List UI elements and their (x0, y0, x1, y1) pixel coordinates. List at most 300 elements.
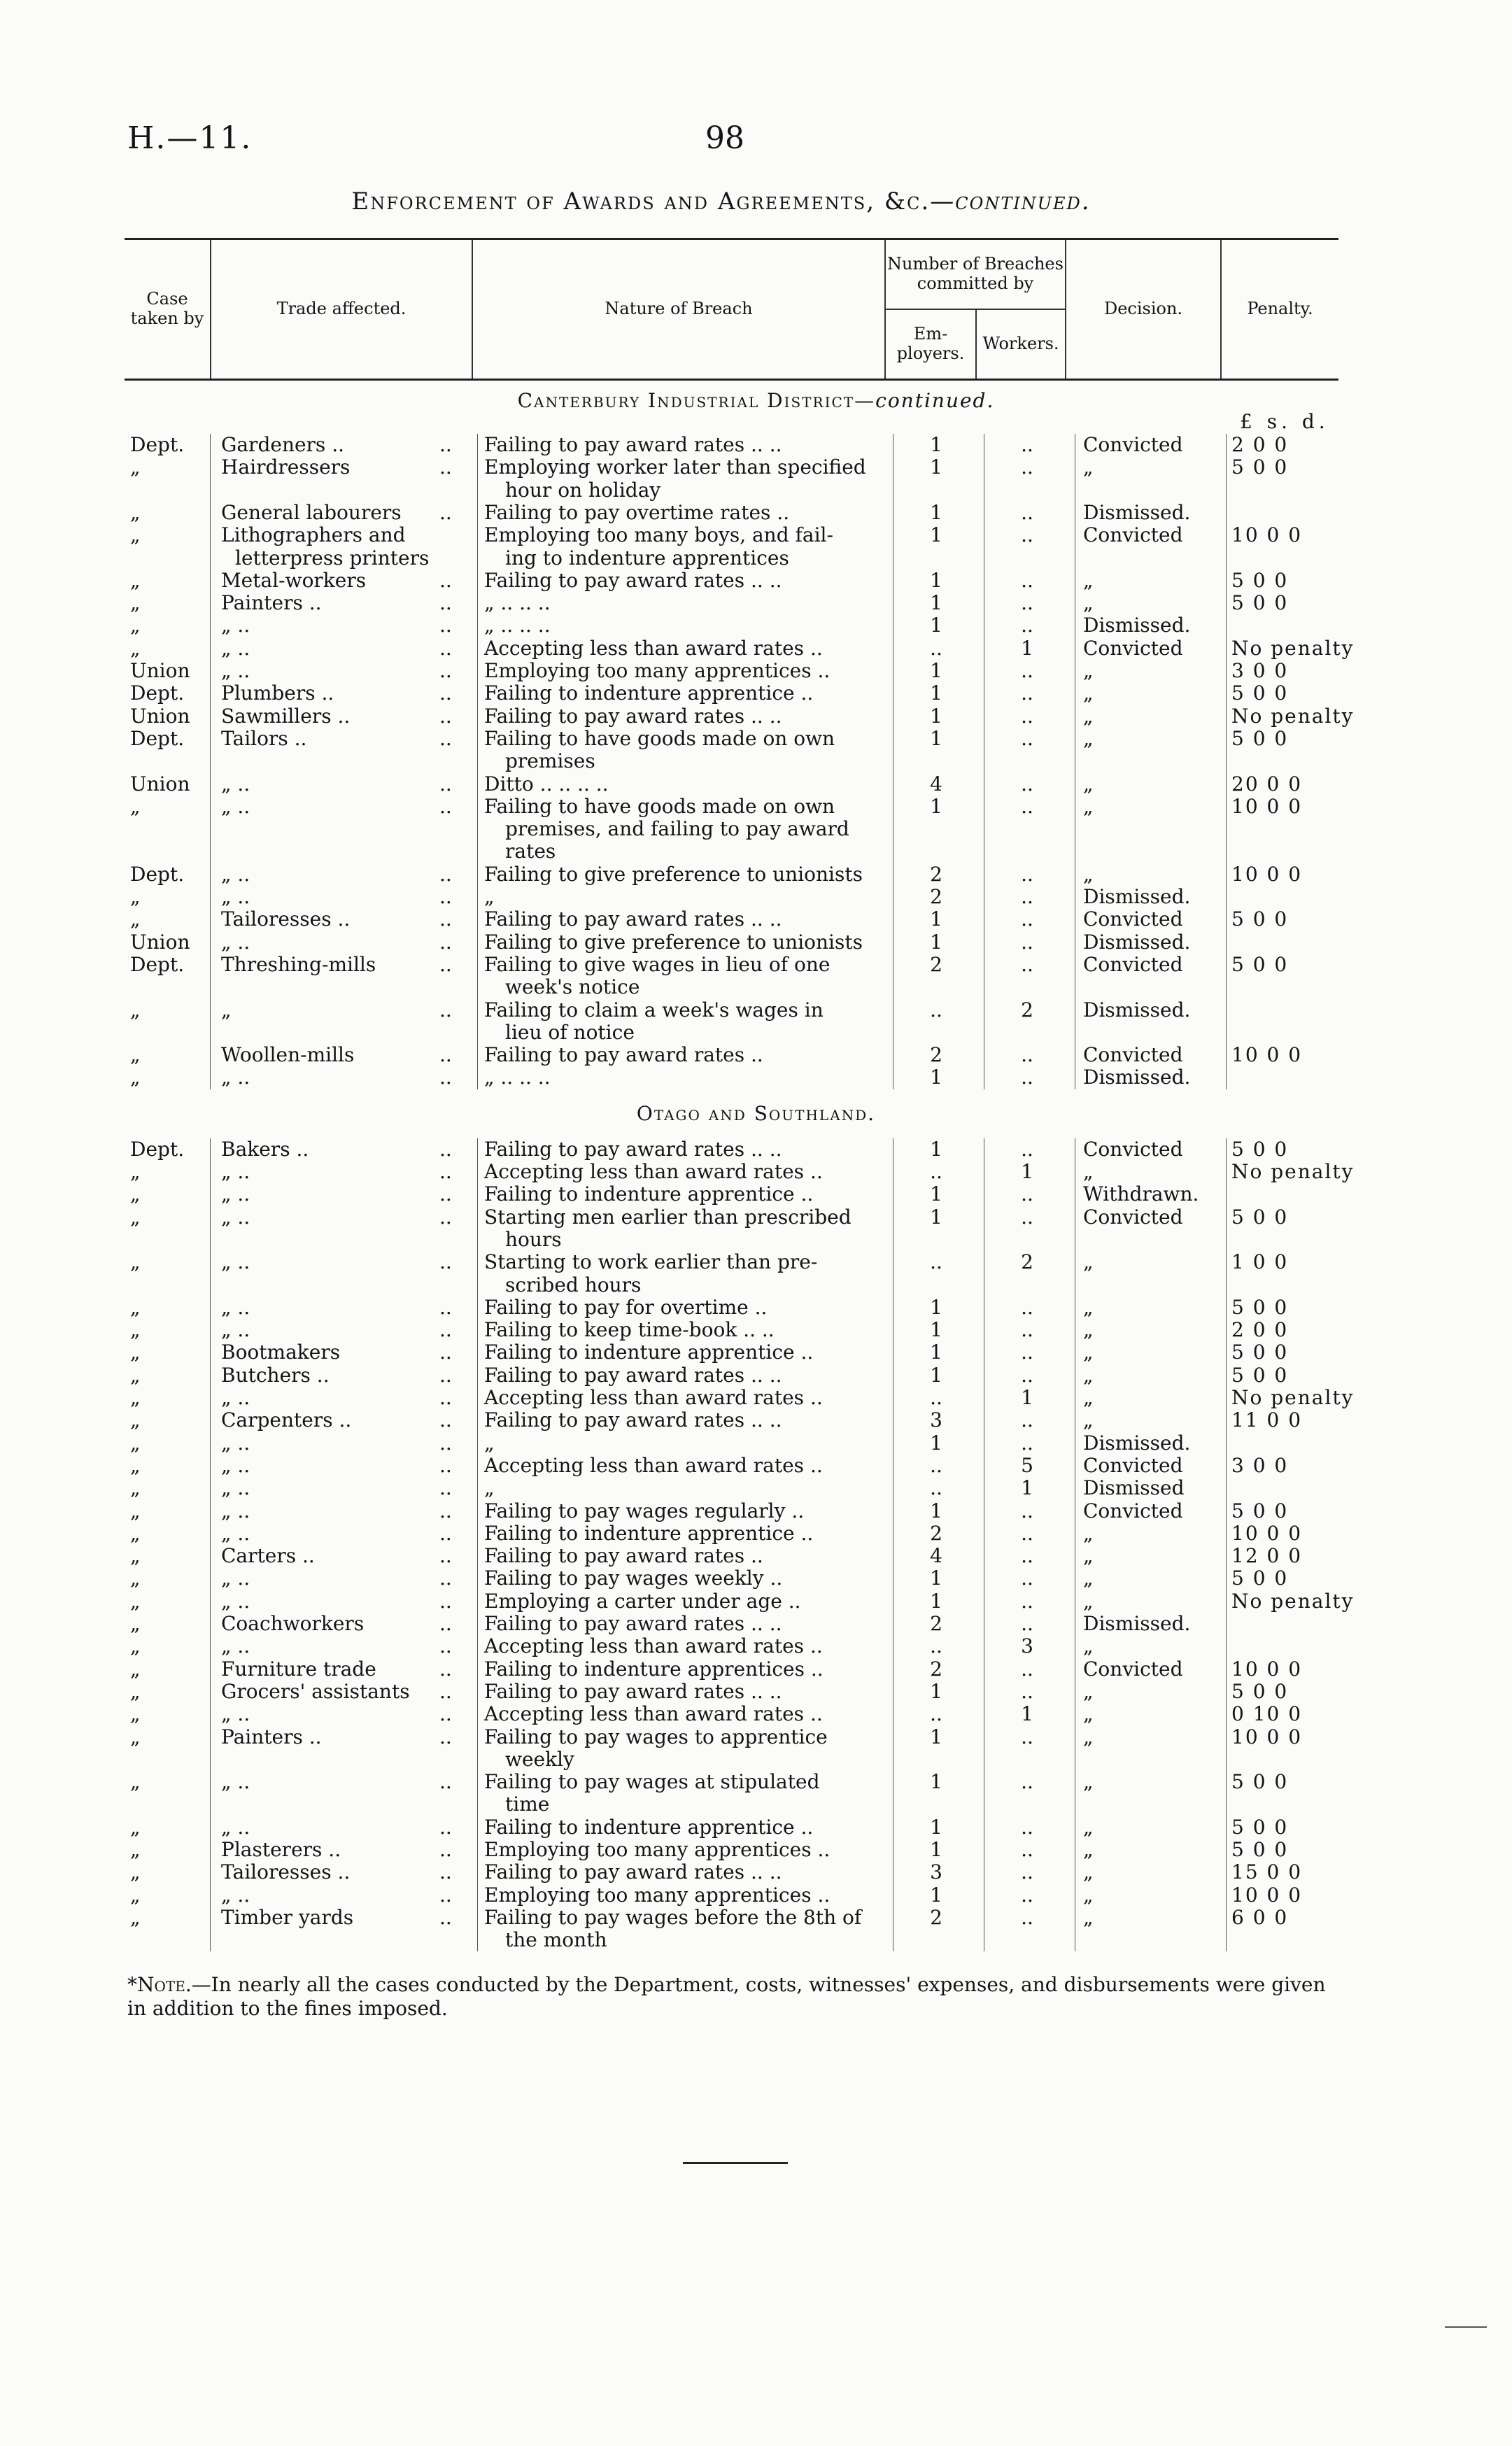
otago-employers-11: 1 (930, 1431, 942, 1455)
cant-leader-19: .. (439, 998, 452, 1021)
cant-decision-12: „ (1083, 772, 1094, 796)
otago-decision-2: Withdrawn. (1083, 1182, 1199, 1206)
otago-case-4: „ (130, 1250, 141, 1274)
cant-employers-21: 1 (930, 1066, 942, 1089)
otago-workers-15: .. (1021, 1521, 1033, 1545)
otago-penalty-3: 5 0 0 (1231, 1205, 1289, 1229)
otago-workers-25: .. (1021, 1770, 1033, 1794)
otago-nature-24-1: weekly (505, 1747, 574, 1771)
cant-case-1: „ (130, 455, 141, 479)
cant-nature-18-1: week's notice (505, 975, 640, 999)
cant-case-18: Dept. (130, 952, 185, 976)
otago-employers-5: 1 (930, 1295, 942, 1319)
cant-case-19: „ (130, 998, 141, 1021)
otago-workers-5: .. (1021, 1295, 1033, 1319)
otago-employers-7: 1 (930, 1341, 942, 1364)
cant-case-11: Dept. (130, 726, 185, 750)
cant-decision-6: Dismissed. (1083, 614, 1191, 637)
otago-leader-30: .. (439, 1905, 452, 1929)
otago-employers-6: 1 (930, 1318, 942, 1342)
footnote (127, 1973, 1341, 2021)
cant-decision-16: Convicted (1083, 907, 1183, 931)
cant-nature-3-1: ing to indenture apprentices (505, 546, 789, 570)
otago-case-23: „ (130, 1702, 141, 1726)
cant-employers-7: .. (930, 636, 942, 660)
page-number: 98 (705, 120, 744, 156)
cant-trade-20: Woollen-mills (221, 1043, 355, 1067)
otago-trade-18: „ .. (221, 1589, 250, 1613)
otago-penalty-10: 11 0 0 (1231, 1408, 1303, 1432)
otago-decision-16: „ (1083, 1544, 1094, 1568)
otago-employers-25: 1 (930, 1770, 942, 1794)
otago-decision-26: „ (1083, 1815, 1094, 1839)
cant-penalty-4: 5 0 0 (1231, 568, 1289, 592)
otago-case-11: „ (130, 1431, 141, 1455)
otago-leader-17: .. (439, 1567, 452, 1590)
cant-penalty-3: 10 0 0 (1231, 523, 1303, 547)
otago-decision-28: „ (1083, 1860, 1094, 1884)
otago-leader-10: .. (439, 1408, 452, 1432)
otago-case-1: „ (130, 1160, 141, 1183)
otago-employers-29: 1 (930, 1883, 942, 1907)
otago-penalty-27: 5 0 0 (1231, 1838, 1289, 1861)
cant-workers-2: .. (1021, 500, 1033, 524)
cant-decision-15: Dismissed. (1083, 885, 1191, 908)
otago-nature-27-0: Employing too many apprentices .. (484, 1838, 831, 1861)
cant-leader-20: .. (439, 1043, 452, 1067)
otago-case-9: „ (130, 1386, 141, 1409)
cant-penalty-20: 10 0 0 (1231, 1043, 1303, 1067)
otago-nature-4-1: scribed hours (505, 1273, 642, 1296)
otago-penalty-30: 6 0 0 (1231, 1905, 1289, 1929)
otago-case-21: „ (130, 1657, 141, 1681)
cant-trade-15: „ .. (221, 885, 250, 908)
otago-leader-1: .. (439, 1160, 452, 1183)
otago-penalty-25: 5 0 0 (1231, 1770, 1289, 1794)
otago-decision-15: „ (1083, 1521, 1094, 1545)
otago-case-27: „ (130, 1838, 141, 1861)
cant-nature-4-0: Failing to pay award rates .. .. (484, 568, 782, 592)
cant-workers-7: 1 (1021, 636, 1033, 660)
otago-nature-8-0: Failing to pay award rates .. .. (484, 1363, 782, 1387)
cant-employers-16: 1 (930, 907, 942, 931)
otago-case-30: „ (130, 1905, 141, 1929)
otago-nature-30-0: Failing to pay wages before the 8th of (484, 1905, 862, 1929)
otago-penalty-29: 10 0 0 (1231, 1883, 1303, 1907)
otago-decision-3: Convicted (1083, 1205, 1183, 1229)
cant-employers-4: 1 (930, 568, 942, 592)
otago-penalty-15: 10 0 0 (1231, 1521, 1303, 1545)
cant-workers-6: .. (1021, 614, 1033, 637)
otago-nature-10-0: Failing to pay award rates .. .. (484, 1408, 782, 1432)
cant-decision-14: „ (1083, 862, 1094, 886)
section-canterbury-cont: continued. (875, 389, 995, 412)
otago-trade-11: „ .. (221, 1431, 250, 1455)
cant-employers-18: 2 (930, 952, 942, 976)
otago-penalty-0: 5 0 0 (1231, 1137, 1289, 1161)
otago-decision-8: „ (1083, 1363, 1094, 1387)
cant-leader-8: .. (439, 659, 452, 682)
otago-nature-16-0: Failing to pay award rates .. (484, 1544, 763, 1568)
cant-nature-9-0: Failing to indenture apprentice .. (484, 681, 814, 705)
otago-decision-7: „ (1083, 1341, 1094, 1364)
header-breaches: Number of Breaches committed by (886, 240, 1066, 310)
otago-workers-30: .. (1021, 1905, 1033, 1929)
cant-penalty-10: No penalty (1231, 704, 1355, 728)
otago-decision-18: „ (1083, 1589, 1094, 1613)
otago-trade-8: Butchers .. (221, 1363, 330, 1387)
otago-nature-4-0: Starting to work earlier than pre- (484, 1250, 818, 1274)
otago-decision-14: Convicted (1083, 1499, 1183, 1522)
cant-penalty-13: 10 0 0 (1231, 794, 1303, 818)
cant-workers-1: .. (1021, 455, 1033, 479)
otago-leader-27: .. (439, 1838, 452, 1861)
cant-workers-13: .. (1021, 794, 1033, 818)
otago-nature-22-0: Failing to pay award rates .. .. (484, 1679, 782, 1703)
cant-leader-0: .. (439, 433, 452, 456)
otago-decision-29: „ (1083, 1883, 1094, 1907)
otago-leader-15: .. (439, 1521, 452, 1545)
otago-case-10: „ (130, 1408, 141, 1432)
otago-trade-21: Furniture trade (221, 1657, 376, 1681)
otago-employers-19: 2 (930, 1612, 942, 1635)
otago-decision-23: „ (1083, 1702, 1094, 1726)
otago-leader-25: .. (439, 1770, 452, 1794)
otago-leader-26: .. (439, 1815, 452, 1839)
cant-penalty-12: 20 0 0 (1231, 772, 1303, 796)
otago-case-13: „ (130, 1476, 141, 1500)
cant-leader-21: .. (439, 1066, 452, 1089)
cant-trade-7: „ .. (221, 636, 250, 660)
cant-decision-1: „ (1083, 455, 1094, 479)
cant-trade-11: Tailors .. (221, 726, 307, 750)
otago-decision-27: „ (1083, 1838, 1094, 1861)
otago-workers-19: .. (1021, 1612, 1033, 1635)
otago-case-28: „ (130, 1860, 141, 1884)
otago-trade-28: Tailoresses .. (221, 1860, 351, 1884)
cant-nature-6-0: „ .. .. .. (484, 614, 551, 637)
header-workers: Workers. (977, 310, 1066, 379)
header-case: Case taken by (125, 240, 211, 379)
otago-leader-5: .. (439, 1295, 452, 1319)
otago-case-3: „ (130, 1205, 141, 1229)
otago-case-19: „ (130, 1612, 141, 1635)
cant-employers-6: 1 (930, 614, 942, 637)
cant-decision-4: „ (1083, 568, 1094, 592)
cant-leader-18: .. (439, 952, 452, 976)
cant-nature-18-0: Failing to give wages in lieu of one (484, 952, 831, 976)
cant-leader-11: .. (439, 726, 452, 750)
otago-workers-16: .. (1021, 1544, 1033, 1568)
cant-leader-5: .. (439, 591, 452, 615)
otago-penalty-1: No penalty (1231, 1160, 1355, 1183)
cant-leader-6: .. (439, 614, 452, 637)
otago-employers-23: .. (930, 1702, 942, 1726)
cant-employers-17: 1 (930, 930, 942, 954)
cant-workers-10: .. (1021, 704, 1033, 728)
otago-case-17: „ (130, 1567, 141, 1590)
otago-leader-0: .. (439, 1137, 452, 1161)
otago-decision-10: „ (1083, 1408, 1094, 1432)
otago-leader-28: .. (439, 1860, 452, 1884)
cant-case-0: Dept. (130, 433, 185, 456)
otago-trade-1: „ .. (221, 1160, 250, 1183)
cant-employers-0: 1 (930, 433, 942, 456)
cant-trade-5: Painters .. (221, 591, 322, 615)
cant-leader-2: .. (439, 500, 452, 524)
otago-rule-1 (477, 1138, 478, 1952)
otago-trade-6: „ .. (221, 1318, 250, 1342)
otago-trade-26: „ .. (221, 1815, 250, 1839)
otago-nature-28-0: Failing to pay award rates .. .. (484, 1860, 782, 1884)
cant-employers-13: 1 (930, 794, 942, 818)
otago-nature-20-0: Accepting less than award rates .. (484, 1634, 823, 1658)
cant-decision-11: „ (1083, 726, 1094, 750)
otago-case-29: „ (130, 1883, 141, 1907)
otago-penalty-5: 5 0 0 (1231, 1295, 1289, 1319)
cant-case-8: Union (130, 659, 190, 682)
otago-trade-5: „ .. (221, 1295, 250, 1319)
cant-penalty-0: 2 0 0 (1231, 433, 1289, 456)
cant-penalty-5: 5 0 0 (1231, 591, 1289, 615)
otago-case-25: „ (130, 1770, 141, 1794)
otago-employers-9: .. (930, 1386, 942, 1409)
cant-case-14: Dept. (130, 862, 185, 886)
otago-employers-28: 3 (930, 1860, 942, 1884)
otago-workers-12: 5 (1021, 1453, 1033, 1477)
cant-case-20: „ (130, 1043, 141, 1067)
margin-mark (1445, 2326, 1487, 2328)
header-nature: Nature of Breach (473, 240, 886, 379)
otago-penalty-8: 5 0 0 (1231, 1363, 1289, 1387)
cant-leader-16: .. (439, 907, 452, 931)
otago-nature-15-0: Failing to indenture apprentice .. (484, 1521, 814, 1545)
otago-leader-7: .. (439, 1341, 452, 1364)
cant-nature-2-0: Failing to pay overtime rates .. (484, 500, 790, 524)
otago-nature-30-1: the month (505, 1928, 607, 1952)
footnote-label: *Note. (127, 1973, 192, 1996)
cant-penalty-14: 10 0 0 (1231, 862, 1303, 886)
otago-employers-20: .. (930, 1634, 942, 1658)
cant-employers-9: 1 (930, 681, 942, 705)
otago-penalty-28: 15 0 0 (1231, 1860, 1303, 1884)
header-decision: Decision. (1066, 240, 1222, 379)
cant-case-9: Dept. (130, 681, 185, 705)
cant-employers-20: 2 (930, 1043, 942, 1067)
otago-leader-21: .. (439, 1657, 452, 1681)
otago-nature-7-0: Failing to indenture apprentice .. (484, 1341, 814, 1364)
otago-workers-3: .. (1021, 1205, 1033, 1229)
otago-nature-3-1: hours (505, 1227, 562, 1251)
cant-nature-8-0: Employing too many apprentices .. (484, 659, 831, 682)
cant-decision-17: Dismissed. (1083, 930, 1191, 954)
otago-employers-15: 2 (930, 1521, 942, 1545)
otago-penalty-4: 1 0 0 (1231, 1250, 1289, 1274)
cant-case-21: „ (130, 1066, 141, 1089)
otago-trade-23: „ .. (221, 1702, 250, 1726)
cant-trade-cont-3: letterpress printers (235, 546, 430, 570)
cant-case-7: „ (130, 636, 141, 660)
otago-penalty-17: 5 0 0 (1231, 1567, 1289, 1590)
otago-leader-9: .. (439, 1386, 452, 1409)
otago-nature-21-0: Failing to indenture apprentices .. (484, 1657, 824, 1681)
header-employers: Em- ployers. (886, 310, 977, 379)
otago-case-20: „ (130, 1634, 141, 1658)
cant-nature-21-0: „ .. .. .. (484, 1066, 551, 1089)
otago-trade-2: „ .. (221, 1182, 250, 1206)
otago-leader-14: .. (439, 1499, 452, 1522)
cant-workers-5: .. (1021, 591, 1033, 615)
otago-trade-16: Carters .. (221, 1544, 315, 1568)
cant-trade-8: „ .. (221, 659, 250, 682)
cant-workers-4: .. (1021, 568, 1033, 592)
otago-leader-8: .. (439, 1363, 452, 1387)
otago-penalty-12: 3 0 0 (1231, 1453, 1289, 1477)
otago-penalty-23: 0 10 0 (1231, 1702, 1303, 1726)
cant-leader-10: .. (439, 704, 452, 728)
otago-workers-14: .. (1021, 1499, 1033, 1522)
cant-penalty-7: No penalty (1231, 636, 1355, 660)
cant-nature-16-0: Failing to pay award rates .. .. (484, 907, 782, 931)
cant-decision-0: Convicted (1083, 433, 1183, 456)
otago-employers-18: 1 (930, 1589, 942, 1613)
otago-employers-8: 1 (930, 1363, 942, 1387)
cant-case-2: „ (130, 500, 141, 524)
otago-case-16: „ (130, 1544, 141, 1568)
cant-employers-1: 1 (930, 455, 942, 479)
otago-trade-29: „ .. (221, 1883, 250, 1907)
otago-trade-7: Bootmakers (221, 1341, 341, 1364)
cant-rule-0 (210, 434, 211, 1089)
cant-leader-9: .. (439, 681, 452, 705)
cant-decision-21: Dismissed. (1083, 1066, 1191, 1089)
otago-workers-0: .. (1021, 1137, 1033, 1161)
otago-trade-17: „ .. (221, 1567, 250, 1590)
cant-workers-0: .. (1021, 433, 1033, 456)
otago-nature-14-0: Failing to pay wages regularly .. (484, 1499, 805, 1522)
cant-employers-2: 1 (930, 500, 942, 524)
otago-workers-27: .. (1021, 1838, 1033, 1861)
otago-workers-24: .. (1021, 1725, 1033, 1748)
otago-employers-12: .. (930, 1453, 942, 1477)
otago-employers-3: 1 (930, 1205, 942, 1229)
otago-trade-24: Painters .. (221, 1725, 322, 1748)
section-canterbury-title: Canterbury Industrial District— (517, 389, 876, 412)
otago-nature-3-0: Starting men earlier than prescribed (484, 1205, 852, 1229)
cant-decision-5: „ (1083, 591, 1094, 615)
title-continued: continued. (955, 188, 1091, 215)
cant-trade-19: „ (221, 998, 232, 1021)
otago-employers-16: 4 (930, 1544, 942, 1568)
otago-employers-22: 1 (930, 1679, 942, 1703)
otago-case-14: „ (130, 1499, 141, 1522)
cant-nature-7-0: Accepting less than award rates .. (484, 636, 823, 660)
otago-nature-23-0: Accepting less than award rates .. (484, 1702, 823, 1726)
cant-decision-10: „ (1083, 704, 1094, 728)
cant-rule-1 (477, 434, 478, 1089)
otago-leader-19: .. (439, 1612, 452, 1635)
otago-workers-26: .. (1021, 1815, 1033, 1839)
otago-case-26: „ (130, 1815, 141, 1839)
otago-decision-6: „ (1083, 1318, 1094, 1342)
otago-case-7: „ (130, 1341, 141, 1364)
closing-rule (683, 2162, 788, 2164)
cant-case-17: Union (130, 930, 190, 954)
otago-nature-13-0: „ (484, 1476, 495, 1500)
otago-nature-1-0: Accepting less than award rates .. (484, 1160, 823, 1183)
otago-case-24: „ (130, 1725, 141, 1748)
cant-nature-12-0: Ditto .. .. .. .. (484, 772, 609, 796)
otago-nature-0-0: Failing to pay award rates .. .. (484, 1137, 782, 1161)
otago-nature-12-0: Accepting less than award rates .. (484, 1453, 823, 1477)
cant-nature-13-0: Failing to have goods made on own (484, 794, 835, 818)
otago-leader-29: .. (439, 1883, 452, 1907)
otago-case-22: „ (130, 1679, 141, 1703)
otago-workers-21: .. (1021, 1657, 1033, 1681)
otago-workers-4: 2 (1021, 1250, 1033, 1274)
cant-nature-14-0: Failing to give preference to unionists (484, 862, 863, 886)
cant-nature-11-1: premises (505, 749, 595, 773)
cant-workers-14: .. (1021, 862, 1033, 886)
cant-nature-13-1: premises, and failing to pay award (505, 817, 849, 841)
cant-trade-6: „ .. (221, 614, 250, 637)
cant-employers-3: 1 (930, 523, 942, 547)
otago-leader-22: .. (439, 1679, 452, 1703)
cant-nature-10-0: Failing to pay award rates .. .. (484, 704, 782, 728)
cant-employers-8: 1 (930, 659, 942, 682)
otago-employers-21: 2 (930, 1657, 942, 1681)
otago-employers-26: 1 (930, 1815, 942, 1839)
otago-workers-13: 1 (1021, 1476, 1033, 1500)
otago-decision-9: „ (1083, 1386, 1094, 1409)
cant-workers-17: .. (1021, 930, 1033, 954)
otago-case-18: „ (130, 1589, 141, 1613)
otago-decision-17: „ (1083, 1567, 1094, 1590)
otago-trade-14: „ .. (221, 1499, 250, 1522)
cant-decision-7: Convicted (1083, 636, 1183, 660)
otago-decision-24: „ (1083, 1725, 1094, 1748)
otago-penalty-16: 12 0 0 (1231, 1544, 1303, 1568)
otago-workers-23: 1 (1021, 1702, 1033, 1726)
otago-leader-11: .. (439, 1431, 452, 1455)
otago-trade-15: „ .. (221, 1521, 250, 1545)
cant-penalty-8: 3 0 0 (1231, 659, 1289, 682)
otago-trade-27: Plasterers .. (221, 1838, 341, 1861)
cant-nature-13-2: rates (505, 840, 556, 863)
otago-trade-19: Coachworkers (221, 1612, 365, 1635)
cant-employers-15: 2 (930, 885, 942, 908)
otago-decision-21: Convicted (1083, 1657, 1183, 1681)
otago-case-15: „ (130, 1521, 141, 1545)
otago-employers-4: .. (930, 1250, 942, 1274)
title-main: Enforcement of Awards and Agreements, &c.— (351, 188, 956, 215)
otago-nature-29-0: Employing too many apprentices .. (484, 1883, 831, 1907)
cant-trade-12: „ .. (221, 772, 250, 796)
cant-nature-0-0: Failing to pay award rates .. .. (484, 433, 782, 456)
cant-trade-3: Lithographers and (221, 523, 406, 547)
otago-decision-5: „ (1083, 1295, 1094, 1319)
cant-workers-12: .. (1021, 772, 1033, 796)
header-penalty: Penalty. (1247, 299, 1313, 319)
otago-employers-13: .. (930, 1476, 942, 1500)
cant-workers-9: .. (1021, 681, 1033, 705)
otago-employers-0: 1 (930, 1137, 942, 1161)
cant-case-16: „ (130, 907, 141, 931)
otago-decision-1: „ (1083, 1160, 1094, 1183)
otago-workers-20: 3 (1021, 1634, 1033, 1658)
cant-workers-8: .. (1021, 659, 1033, 682)
otago-trade-10: Carpenters .. (221, 1408, 352, 1432)
